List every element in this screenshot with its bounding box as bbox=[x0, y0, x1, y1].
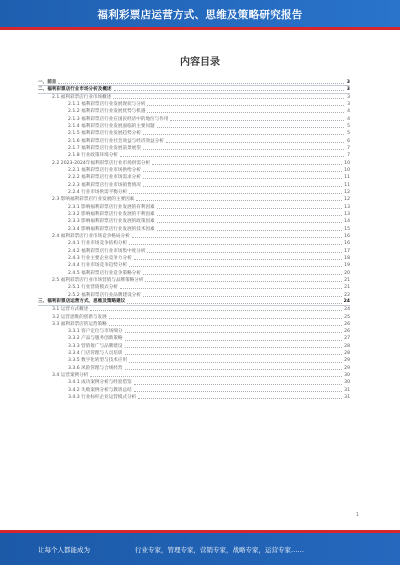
footer-slogan-left: 让每个人都能成为 bbox=[38, 546, 90, 554]
toc-entry-label: 2.1.7 福利彩票店行业发展前景展望 bbox=[68, 145, 141, 151]
toc-entry-page: 19 bbox=[344, 263, 350, 269]
toc-entry-page: 6 bbox=[347, 138, 350, 144]
toc-entry-page: 16 bbox=[344, 241, 350, 247]
toc-dot-leader bbox=[125, 332, 343, 333]
toc-entry[interactable] bbox=[38, 321, 350, 328]
toc-entry-label: 3.3.5 数字化转型与技术应用 bbox=[68, 358, 128, 364]
toc-entry-label: 一、前言 bbox=[38, 79, 57, 85]
toc-entry-page: 27 bbox=[344, 336, 350, 342]
toc-dot-leader bbox=[157, 215, 342, 216]
toc-entry[interactable] bbox=[38, 314, 350, 321]
toc-entry-page: 18 bbox=[344, 255, 350, 261]
toc-entry-label: 2.4.2 福利彩票店行业市场集中度分析 bbox=[68, 248, 146, 254]
toc-dot-leader bbox=[134, 259, 342, 260]
toc-dot-leader bbox=[143, 178, 342, 179]
toc-entry[interactable] bbox=[38, 284, 350, 291]
toc-entry-page: 26 bbox=[344, 321, 350, 327]
toc-dot-leader bbox=[147, 112, 344, 113]
toc-entry-label: 3.1 运营方式概述 bbox=[52, 307, 89, 313]
toc-entry-page: 29 bbox=[344, 358, 350, 364]
toc-entry[interactable] bbox=[38, 123, 350, 130]
toc-entry[interactable] bbox=[38, 387, 350, 394]
toc-entry-label: 2.2.4 行业市场供需平衡分析 bbox=[68, 189, 128, 195]
toc-entry-label: 2.4.4 行业市场竞争趋势分析 bbox=[68, 263, 128, 269]
toc-entry-label: 2.4.3 行业主要企业竞争力分析 bbox=[68, 255, 132, 261]
toc-entry[interactable] bbox=[38, 343, 350, 350]
toc-entry-page: 3 bbox=[346, 86, 350, 92]
toc-entry-label: 3.3 福利彩票店的运营策略 bbox=[52, 321, 107, 327]
toc-dot-leader bbox=[147, 105, 344, 106]
toc-entry-page: 31 bbox=[344, 387, 350, 393]
toc-entry[interactable] bbox=[38, 372, 350, 379]
toc-dot-leader bbox=[125, 340, 343, 341]
toc-entry-label: 3.4 运营案例分析 bbox=[52, 373, 89, 379]
toc-entry-page: 21 bbox=[344, 285, 350, 291]
toc-entry[interactable] bbox=[38, 306, 350, 313]
toc-entry-page: 22 bbox=[344, 292, 350, 298]
toc-entry-label: 2.3.4 影响福利彩票店行业发展的技术因素 bbox=[68, 226, 155, 232]
toc-dot-leader bbox=[157, 208, 342, 209]
toc-dot-leader bbox=[90, 376, 342, 377]
toc-dot-leader bbox=[143, 186, 342, 187]
toc-entry-page: 28 bbox=[344, 351, 350, 357]
toc-entry-page: 5 bbox=[347, 131, 350, 137]
toc-entry-label: 2.3.3 影响福利彩票店行业发展的政策因素 bbox=[68, 219, 155, 225]
toc-entry-page: 11 bbox=[344, 182, 350, 188]
toc-entry-label: 2.1.1 福利彩票店行业发展现状与分析 bbox=[68, 101, 146, 107]
toc-dot-leader bbox=[127, 303, 341, 304]
toc-entry[interactable] bbox=[38, 335, 350, 342]
toc-dot-leader bbox=[109, 318, 342, 319]
toc-entry-label: 3.3.4 门店管理与人员培训 bbox=[68, 351, 123, 357]
toc-entry-page: 3 bbox=[347, 101, 350, 107]
toc-entry-label: 2.2.1 福利彩票店行业市场供给分析 bbox=[68, 167, 141, 173]
toc-entry[interactable] bbox=[38, 218, 350, 225]
toc-entry-label: 2.3.1 影响福利彩票店行业发展的有利因素 bbox=[68, 204, 155, 210]
toc-entry[interactable] bbox=[38, 108, 350, 115]
toc-entry-page: 17 bbox=[344, 248, 350, 254]
toc-entry-label: 3.2 运营思维的创新与发展 bbox=[52, 314, 107, 320]
toc-dot-leader bbox=[136, 200, 342, 201]
toc-entry[interactable] bbox=[38, 116, 350, 123]
toc-entry-page: 13 bbox=[344, 211, 350, 217]
toc-entry-page: 21 bbox=[344, 277, 350, 283]
toc-dot-leader bbox=[157, 127, 344, 128]
toc-dot-leader bbox=[143, 134, 344, 135]
toc-entry[interactable] bbox=[38, 138, 350, 145]
toc-entry-page: 3 bbox=[346, 79, 350, 85]
toc-entry-page: 4 bbox=[347, 116, 350, 122]
toc-dot-leader bbox=[113, 98, 344, 99]
toc-entry[interactable] bbox=[38, 145, 350, 152]
toc-entry-label: 二、福利彩票店行业市场分析及概述 bbox=[38, 86, 112, 92]
toc-entry-label: 2.5.2 福利彩票店行业品牌建设分析 bbox=[68, 292, 141, 298]
report-title: 福利彩票店运营方式、思维及策略研究报告 bbox=[97, 9, 303, 21]
toc-entry[interactable] bbox=[38, 350, 350, 357]
toc-entry-page: 24 bbox=[344, 307, 350, 313]
toc-entry-label: 2.2.3 福利彩票店行业市场销售情况 bbox=[68, 182, 141, 188]
toc-entry-label: 2.1.6 福利彩票店行业社会效益与经济效益分析 bbox=[68, 138, 164, 144]
toc-dot-leader bbox=[170, 120, 344, 121]
toc-entry[interactable] bbox=[38, 167, 350, 174]
toc-entry[interactable] bbox=[38, 277, 350, 284]
toc-entry-page: 20 bbox=[344, 270, 350, 276]
toc-dot-leader bbox=[129, 362, 342, 363]
toc-dot-leader bbox=[157, 222, 342, 223]
toc-entry[interactable] bbox=[38, 365, 350, 372]
table-of-contents bbox=[38, 79, 350, 401]
toc-entry-page: 5 bbox=[347, 123, 350, 129]
toc-entry-label: 3.3.1 客户定位与市场细分 bbox=[68, 329, 123, 335]
toc-dot-leader bbox=[58, 83, 344, 84]
toc-dot-leader bbox=[143, 274, 342, 275]
toc-entry-page: 25 bbox=[344, 314, 350, 320]
toc-dot-leader bbox=[134, 391, 342, 392]
toc-entry-label: 2.5 福利彩票店行业市场营销与品牌策略分析 bbox=[52, 277, 144, 283]
toc-entry-page: 12 bbox=[344, 197, 350, 203]
toc-dot-leader bbox=[145, 281, 342, 282]
toc-entry-page: 7 bbox=[347, 145, 350, 151]
toc-entry-label: 3.3.2 产品与服务创新策略 bbox=[68, 336, 123, 342]
toc-dot-leader bbox=[120, 288, 342, 289]
footer-slogan-right: 行业专家，管理专家，营销专家，战略专家，运营专家…… bbox=[135, 546, 304, 554]
toc-entry[interactable] bbox=[38, 270, 350, 277]
toc-entry-page: 16 bbox=[344, 233, 350, 239]
toc-entry-label: 2.3.2 影响福利彩票店行业发展的不利因素 bbox=[68, 211, 155, 217]
toc-entry[interactable] bbox=[38, 160, 350, 167]
toc-entry-page: 29 bbox=[344, 365, 350, 371]
toc-dot-leader bbox=[114, 90, 344, 91]
toc-entry-page: 10 bbox=[344, 160, 350, 166]
toc-entry-page: 30 bbox=[344, 380, 350, 386]
toc-dot-leader bbox=[90, 310, 342, 311]
report-header-bar bbox=[0, 0, 400, 30]
toc-dot-leader bbox=[143, 149, 344, 150]
toc-dot-leader bbox=[129, 266, 342, 267]
toc-dot-leader bbox=[152, 164, 342, 165]
toc-dot-leader bbox=[129, 244, 342, 245]
toc-dot-leader bbox=[129, 193, 342, 194]
toc-entry-label: 2.1.5 福利彩票店行业发展趋势分析 bbox=[68, 131, 141, 137]
page-number: 1 bbox=[356, 512, 360, 518]
toc-entry-page: 31 bbox=[344, 395, 350, 401]
footer-bar bbox=[0, 530, 400, 565]
toc-entry[interactable] bbox=[38, 248, 350, 255]
toc-dot-leader bbox=[109, 325, 342, 326]
toc-entry[interactable] bbox=[38, 94, 350, 101]
toc-entry-label: 2.5.1 行业营销模式分析 bbox=[68, 285, 118, 291]
toc-entry-page: 11 bbox=[344, 175, 350, 181]
toc-dot-leader bbox=[143, 171, 342, 172]
toc-entry[interactable] bbox=[38, 182, 350, 189]
toc-entry-label: 2.4 福利彩票店行业市场竞争格局分析 bbox=[52, 233, 130, 239]
toc-entry[interactable] bbox=[38, 328, 350, 335]
toc-entry-label: 2.1.2 福利彩票店行业发展优势与机遇 bbox=[68, 109, 146, 115]
toc-entry-label: 2.2.2 福利彩票店行业市场需求分析 bbox=[68, 175, 141, 181]
toc-entry[interactable] bbox=[38, 262, 350, 269]
toc-entry[interactable] bbox=[38, 174, 350, 181]
toc-entry[interactable] bbox=[38, 152, 350, 159]
toc-dot-leader bbox=[138, 398, 342, 399]
toc-entry-label: 2.3 影响福利彩票店行业发展的主要因素 bbox=[52, 197, 135, 203]
toc-entry-page: 14 bbox=[344, 219, 350, 225]
toc-entry-label: 2.1.3 福利彩票店行业在国民经济中的地位与作用 bbox=[68, 116, 169, 122]
toc-entry[interactable] bbox=[38, 240, 350, 247]
toc-entry-page: 30 bbox=[344, 373, 350, 379]
toc-entry[interactable] bbox=[38, 226, 350, 233]
toc-dot-leader bbox=[166, 142, 344, 143]
toc-entry[interactable] bbox=[38, 379, 350, 386]
toc-entry-page: 12 bbox=[344, 189, 350, 195]
toc-entry-label: 3.3.6 风险管理与合规经营 bbox=[68, 365, 123, 371]
toc-entry[interactable] bbox=[38, 255, 350, 262]
toc-entry[interactable] bbox=[38, 211, 350, 218]
toc-dot-leader bbox=[143, 296, 342, 297]
toc-entry-page: 4 bbox=[347, 109, 350, 115]
toc-entry[interactable] bbox=[38, 101, 350, 108]
toc-entry-label: 2.2 2023-2024年福利彩票店行业市场供需分析 bbox=[52, 160, 151, 166]
toc-title: 内容目录 bbox=[180, 57, 220, 68]
toc-entry-page: 24 bbox=[343, 299, 350, 305]
toc-dot-leader bbox=[125, 354, 343, 355]
toc-entry[interactable] bbox=[38, 357, 350, 364]
toc-entry-page: 10 bbox=[344, 167, 350, 173]
toc-entry-page: 7 bbox=[347, 153, 350, 159]
toc-entry-label: 2.1.8 行业政策环境分析 bbox=[68, 153, 118, 159]
toc-dot-leader bbox=[147, 252, 342, 253]
toc-entry-page: 28 bbox=[344, 343, 350, 349]
toc-entry-page: 26 bbox=[344, 329, 350, 335]
toc-entry[interactable] bbox=[38, 204, 350, 211]
toc-entry-page: 3 bbox=[347, 94, 350, 100]
toc-entry[interactable] bbox=[38, 86, 350, 93]
toc-entry[interactable] bbox=[38, 299, 350, 306]
toc-entry[interactable] bbox=[38, 394, 350, 401]
toc-entry-label: 2.1.4 福利彩票店行业发展面临的主要问题 bbox=[68, 123, 155, 129]
toc-entry[interactable] bbox=[38, 196, 350, 203]
toc-entry-page: 13 bbox=[344, 204, 350, 210]
toc-dot-leader bbox=[125, 347, 343, 348]
toc-entry-label: 3.4.2 失败案例分析与教训总结 bbox=[68, 387, 132, 393]
toc-entry-label: 2.4.5 福利彩票店行业竞争策略分析 bbox=[68, 270, 141, 276]
toc-dot-leader bbox=[134, 384, 342, 385]
toc-entry-label: 2.4.1 行业市场竞争结构分析 bbox=[68, 241, 128, 247]
toc-dot-leader bbox=[125, 369, 343, 370]
toc-entry[interactable] bbox=[38, 233, 350, 240]
toc-entry-label: 3.3.3 营销推广与品牌建设 bbox=[68, 343, 123, 349]
toc-dot-leader bbox=[120, 156, 344, 157]
toc-entry[interactable] bbox=[38, 130, 350, 137]
toc-entry[interactable] bbox=[38, 189, 350, 196]
toc-entry-label: 三、福利彩票店运营方式、思维及策略建议 bbox=[38, 299, 126, 305]
toc-entry-label: 3.4.1 成功案例分析与经验借鉴 bbox=[68, 380, 132, 386]
toc-entry-label: 3.4.3 行业标杆企业运营模式分析 bbox=[68, 395, 137, 401]
toc-entry-label: 2.1 福利彩票店行业市场概述 bbox=[52, 94, 112, 100]
toc-dot-leader bbox=[157, 230, 342, 231]
toc-dot-leader bbox=[132, 237, 342, 238]
toc-entry-page: 15 bbox=[344, 226, 350, 232]
